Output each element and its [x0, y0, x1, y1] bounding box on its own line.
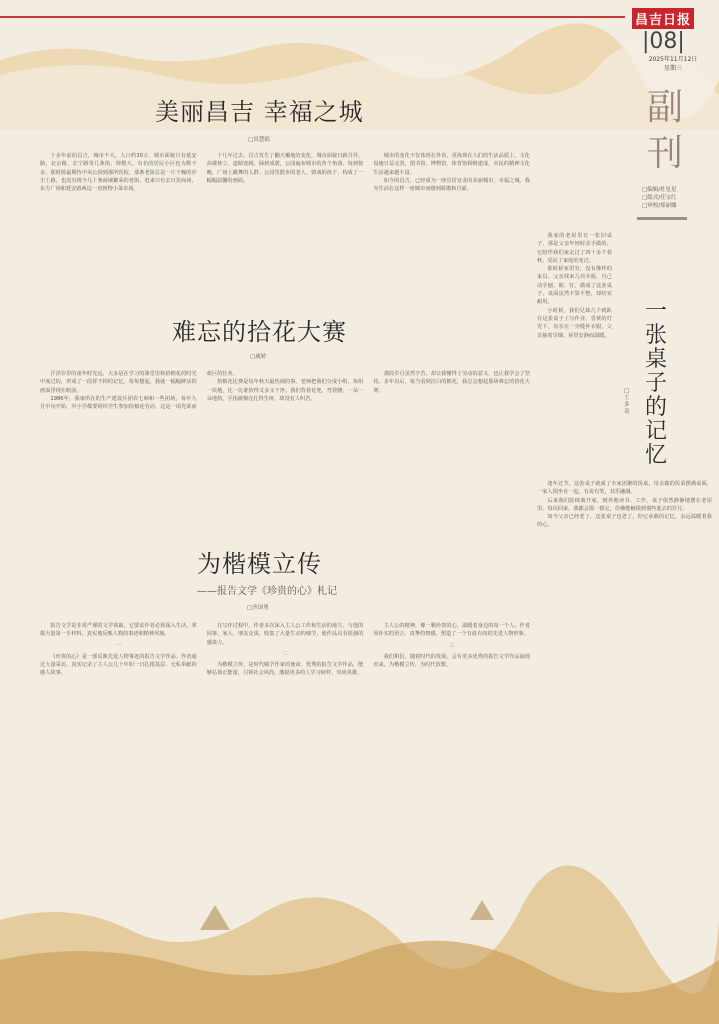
paragraph: 城市的变化不仅体现在外表，更体现在人们的生活品质上。文化设施日益完善，图书馆、博物馆、体育馆相继建成，市民的精神文化生活越来越丰富。 [373, 153, 530, 176]
article-body [40, 152, 530, 307]
paragraph: 小时候，我们兄妹几个就趴在这张桌子上写作业。昏黄的灯光下，母亲在一旁缝补衣服，父亲抽着旱烟，屋里安静而温暖。 [537, 307, 612, 339]
article-title-vertical: 一张桌子的记忆 [644, 299, 667, 468]
newspaper-logo: 昌吉日报 [632, 8, 694, 29]
paragraph: 我们相信，随着时代的发展，会有更多优秀的报告文学作品涌现出来，为楷模立传，为时代放歌。 [373, 653, 530, 669]
paragraph: 报告文学是非常严谨的文学体裁，它要求作者必须深入生活，掌握大量第一手材料，真实地反映人物的事迹和精神风貌。 [40, 623, 197, 638]
paragraph: 那段岁月虽然辛苦，却让我懂得了劳动的意义，也让我学会了坚持。多年以后，每当看到洁白的棉花，我总会想起那场难忘的拾花大赛。 [373, 371, 530, 394]
article-subtitle: ——报告文学《珍贵的心》札记 [197, 586, 337, 597]
article-title: 难忘的拾花大赛 [172, 318, 347, 346]
section-mark: 三 [449, 642, 455, 649]
paragraph: 1986年，我家所在的生产建设兵团农七师和一些团场，每年九月中旬开始，中小学都要组织学生参加拾棉花劳动，这是一项光荣而艰巨的任务。 [40, 371, 238, 411]
editor-credits [642, 186, 677, 210]
proofread-credit: □审校/郑丽娜 [642, 203, 677, 209]
section-title: 副刊 [646, 87, 683, 174]
article-body [40, 622, 530, 967]
paragraph: 如今父亲已经老了，这张桌子也老了。但它承载的记忆，永远温暖着我的心。 [537, 514, 712, 529]
paragraph: 那时候家里穷，没有像样的家具。父亲找来几块木板，自己动手刨、锯、钉，做成了这张桌子。桌面虽然不算平整，却结实耐用。 [537, 266, 612, 306]
issue-weekday: 星期三 [663, 65, 682, 72]
paragraph: 主人公的精神，像一颗珍贵的心，温暖着身边的每一个人。作者用朴实的语言、真挚的情感，塑造了一个有血有肉的先进人物形象。 [373, 623, 530, 638]
layout-credit: □版式/任宝红 [642, 195, 677, 201]
paragraph: 如今的昌吉，已经成为一座宜居宜业的美丽城市，幸福之城。我为生活在这样一座城市而感到骄傲和自豪。 [373, 177, 530, 193]
paragraph: 《珍贵的心》是一部反映先进人物事迹的报告文学作品。作者通过大量采访，真实记录了主人公几十年如一日扎根基层、无私奉献的感人故事。 [40, 653, 197, 677]
section-mark: 二 [282, 650, 288, 657]
article-title: 美丽昌吉 幸福之城 [155, 98, 364, 126]
editor-credit: □编辑/杜星星 [642, 187, 677, 193]
page-number: |08| [642, 29, 685, 54]
paragraph: 后来我们陆续离开家，到外地读书、工作，桌子依然静静地摆在老屋里。每次回家，我都会摸一摸它，仿佛能触摸到那些逝去的岁月。 [537, 497, 712, 512]
article-body [537, 480, 712, 968]
article-byline: □戚娇 [250, 354, 267, 360]
article-byline: □王多奇 [624, 388, 630, 415]
paragraph: 为楷模立传，是时代赋予作家的使命。优秀的报告文学作品，能够弘扬正能量，引领社会风尚，激励更多的人学习榜样、崇尚英雄。 [206, 662, 364, 677]
paragraph: 拾棉花比赛是每年秋天最热闹的事。老师把我们分成小组，每组一块地，比一比谁拾得又多又干净。我们背着花兜，弯着腰，一朵一朵地拾，手指被棉壳扎得生疼，却没有人叫苦。 [206, 379, 364, 402]
article-body-top [537, 232, 612, 472]
paragraph: 十几年过去，昌吉发生了翻天覆地的变化，城市面貌日新月异，高楼林立，道路宽阔，绿树成荫，公园遍布城市的各个角落。每到傍晚，广场上跳舞的人群、公园里散步的老人、嬉戏的孩子，构成了一幅幅温馨的画面。 [206, 153, 364, 184]
article-title: 为楷模立传 [197, 550, 322, 578]
section-mark: 一 [115, 642, 121, 649]
article-byline: □齐国勇 [247, 605, 269, 611]
paragraph: 汗浮岁岁的童年时光远，大多是在学习的课堂里和拾棉花的时光中度过的，形成了一段挥不掉的记忆，每每想起，我就一幅幅鲜活的画面浮现在眼前。 [40, 371, 197, 394]
paragraph: 逢年过节，这张桌子就成了全家团聚的饭桌。母亲做的饭菜摆满桌面，一家人围坐在一起，有说有笑，其乐融融。 [537, 481, 712, 496]
paragraph: 十多年前的昌吉，城市不大，人口约30万，城市面貌只有延安路、北京路、长宁路等几条街，规模大、有名的居民小区也为数不多，那时候最期待中央公园到那所医院，那条老街总是一片干燥的沙尘土路，也没有现今几十条商铺繁荣的老街，逛来只有去百货商场，东方广场和延安路两边一直到物小菜市场。 [40, 153, 197, 193]
section-bar [637, 217, 687, 220]
article-byline: □田慧娟 [248, 137, 270, 143]
paragraph: 在写作过程中，作者多次深入主人公工作和生活的地方，与他的同事、家人、朋友交谈，收集了大量生动的细节，使作品具有很强的感染力。 [206, 623, 364, 646]
paragraph: 我家的老屋里有一张旧桌子，那是父亲年轻时亲手做的。它陪伴我们家走过了四十多个春秋，见证了家庭的变迁。 [537, 233, 612, 264]
issue-date: 2025年11月12日 [648, 56, 698, 63]
header-rule [0, 16, 625, 18]
article-body [40, 370, 530, 538]
